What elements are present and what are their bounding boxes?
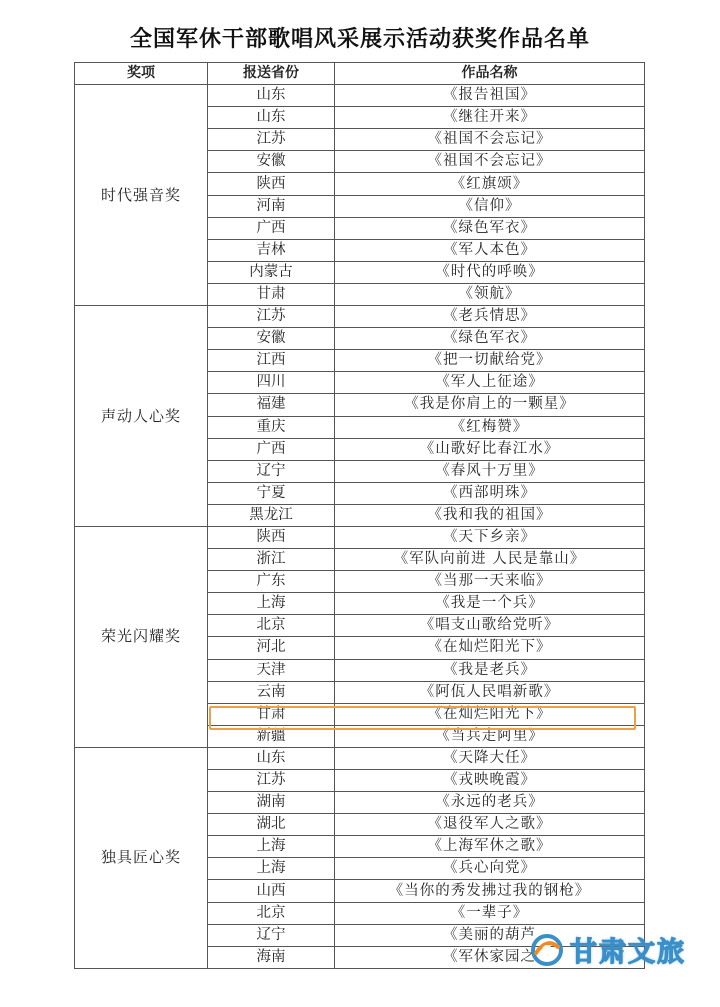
work-title-cell: 《戎映晚霞》	[335, 770, 645, 792]
work-title-cell: 《天降大任》	[335, 747, 645, 769]
work-title-cell: 《西部明珠》	[335, 482, 645, 504]
work-title-cell: 《永远的老兵》	[335, 792, 645, 814]
work-title-cell: 《军休家园之	[335, 946, 645, 968]
province-cell: 江苏	[208, 306, 335, 328]
work-title-cell: 《军人本色》	[335, 239, 645, 261]
province-cell: 江西	[208, 350, 335, 372]
work-title-cell: 《报告祖国》	[335, 85, 645, 107]
province-cell: 上海	[208, 858, 335, 880]
page-title: 全国军休干部歌唱风采展示活动获奖作品名单	[129, 27, 590, 52]
table-row	[75, 747, 645, 769]
work-title-cell: 《在灿烂阳光下》	[335, 703, 645, 725]
work-title-cell: 《祖国不会忘记》	[335, 151, 645, 173]
work-title-cell: 《绿色军衣》	[335, 217, 645, 239]
work-title-cell: 《信仰》	[335, 195, 645, 217]
province-cell: 安徽	[208, 151, 335, 173]
province-cell: 上海	[208, 836, 335, 858]
province-cell: 山东	[208, 107, 335, 129]
province-cell: 湖北	[208, 814, 335, 836]
work-title-cell: 《一辈子》	[335, 902, 645, 924]
province-cell: 云南	[208, 681, 335, 703]
province-cell: 陕西	[208, 173, 335, 195]
province-cell: 湖南	[208, 792, 335, 814]
province-cell: 吉林	[208, 239, 335, 261]
work-title-cell: 《我是一个兵》	[335, 593, 645, 615]
work-title-cell: 《我是老兵》	[335, 659, 645, 681]
province-cell: 四川	[208, 372, 335, 394]
work-title-cell: 《兵心向党》	[335, 858, 645, 880]
province-cell: 河北	[208, 637, 335, 659]
work-title-cell: 《军队向前进 人民是靠山》	[335, 549, 645, 571]
work-title-cell: 《红旗颂》	[335, 173, 645, 195]
table-row	[75, 306, 645, 328]
province-cell: 辽宁	[208, 460, 335, 482]
gansu-wenlv-logo-icon	[530, 933, 564, 967]
work-title-cell: 《唱支山歌给党听》	[335, 615, 645, 637]
table-header-row	[75, 63, 645, 85]
province-cell: 北京	[208, 902, 335, 924]
province-cell: 山东	[208, 85, 335, 107]
work-title-cell: 《上海军休之歌》	[335, 836, 645, 858]
province-cell: 山西	[208, 880, 335, 902]
highlight-box	[209, 706, 636, 730]
province-cell: 甘肃	[208, 283, 335, 305]
watermark	[530, 930, 686, 969]
province-cell: 广西	[208, 217, 335, 239]
award-category-cell: 时代强音奖	[75, 85, 208, 306]
province-cell: 山东	[208, 747, 335, 769]
work-title-cell: 《领航》	[335, 283, 645, 305]
work-title-cell: 《老兵情思》	[335, 306, 645, 328]
province-cell: 海南	[208, 946, 335, 968]
province-cell: 上海	[208, 593, 335, 615]
province-cell: 河南	[208, 195, 335, 217]
province-cell: 黑龙江	[208, 504, 335, 526]
work-title-cell: 《当你的秀发拂过我的钢枪》	[335, 880, 645, 902]
work-title-cell: 《当那一天来临》	[335, 571, 645, 593]
work-title-cell: 《绿色军衣》	[335, 328, 645, 350]
province-cell: 天津	[208, 659, 335, 681]
province-cell: 江苏	[208, 129, 335, 151]
province-cell: 宁夏	[208, 482, 335, 504]
province-cell: 陕西	[208, 526, 335, 548]
province-cell: 安徽	[208, 328, 335, 350]
province-cell: 重庆	[208, 416, 335, 438]
header-province: 报送省份	[208, 63, 335, 85]
province-cell: 辽宁	[208, 924, 335, 946]
header-award: 奖项	[75, 63, 208, 85]
award-category-cell: 荣光闪耀奖	[75, 526, 208, 747]
table-row	[75, 526, 645, 548]
award-category-cell: 独具匠心奖	[75, 747, 208, 968]
province-cell: 甘肃	[208, 703, 335, 725]
work-title-cell: 《继往开来》	[335, 107, 645, 129]
province-cell: 广西	[208, 438, 335, 460]
province-cell: 浙江	[208, 549, 335, 571]
province-cell: 新疆	[208, 725, 335, 747]
work-title-cell: 《军人上征途》	[335, 372, 645, 394]
work-title-cell: 《退役军人之歌》	[335, 814, 645, 836]
work-title-cell: 《山歌好比春江水》	[335, 438, 645, 460]
work-title-cell: 《阿佤人民唱新歌》	[335, 681, 645, 703]
province-cell: 江苏	[208, 770, 335, 792]
work-title-cell: 《把一切献给党》	[335, 350, 645, 372]
province-cell: 内蒙古	[208, 261, 335, 283]
header-work: 作品名称	[335, 63, 645, 85]
work-title-cell: 《时代的呼唤》	[335, 261, 645, 283]
work-title-cell: 《美丽的葫芦	[335, 924, 645, 946]
work-title-cell: 《红梅赞》	[335, 416, 645, 438]
table-body	[75, 85, 645, 969]
work-title-cell: 《当兵走阿里》	[335, 725, 645, 747]
work-title-cell: 《在灿烂阳光下》	[335, 637, 645, 659]
work-title-cell: 《我和我的祖国》	[335, 504, 645, 526]
award-table	[74, 62, 645, 969]
work-title-cell: 《春风十万里》	[335, 460, 645, 482]
province-cell: 广东	[208, 571, 335, 593]
province-cell: 北京	[208, 615, 335, 637]
award-category-cell: 声动人心奖	[75, 306, 208, 527]
work-title-cell: 《天下乡亲》	[335, 526, 645, 548]
province-cell: 福建	[208, 394, 335, 416]
work-title-cell: 《祖国不会忘记》	[335, 129, 645, 151]
table-row	[75, 85, 645, 107]
watermark-text: 甘肃文旅	[570, 937, 686, 968]
work-title-cell: 《我是你肩上的一颗星》	[335, 394, 645, 416]
